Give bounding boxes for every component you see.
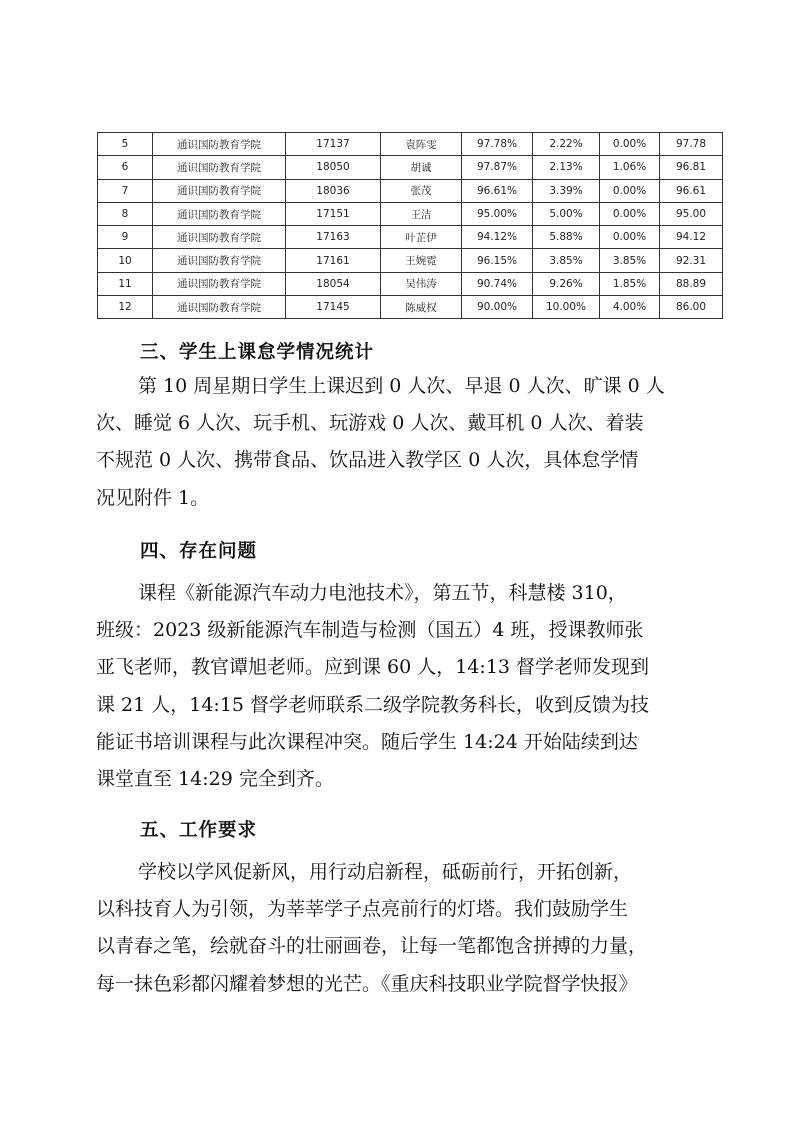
paragraph-line: 不规范 0 人次、携带食品、饮品进入教学区 0 人次，具体怠学情 [96,449,639,472]
table-cell: 8 [98,202,153,225]
section5-paragraph [96,854,702,1003]
table-cell: 17163 [286,226,381,249]
paragraph-line: 以青春之笔，绘就奋斗的壮丽画卷，让每一笔都饱含拼搏的力量， [96,935,648,958]
table-cell: 17137 [286,133,381,156]
paragraph-line: 课 21 人，14:15 督学老师联系二级学院教务科长，收到反馈为技 [96,693,650,716]
table-cell: 通识国防教育学院 [153,226,286,249]
table-cell: 90.00% [462,296,533,319]
table-cell: 通识国防教育学院 [153,296,286,319]
paragraph-line: 次、睡觉 6 人次、玩手机、玩游戏 0 人次、戴耳机 0 人次、着装 [96,412,644,435]
paragraph-line: 学校以学风促新风，用行动启新程，砥砺前行，开拓创新， [138,861,633,883]
table-row [98,133,723,156]
paragraph-line: 第 10 周星期日学生上课迟到 0 人次、早退 0 人次、旷课 0 人 [138,375,665,397]
section3-paragraph [96,368,702,517]
table-cell: 10.00% [533,296,600,319]
table-cell: 1.06% [600,156,660,179]
table-cell: 叶芷伊 [381,226,462,249]
table-cell: 96.61% [462,179,533,202]
table-cell: 王婉霓 [381,249,462,272]
paragraph-line: 能证书培训课程与此次课程冲突。随后学生 14:24 开始陆续到达 [96,730,638,753]
table-cell: 11 [98,272,153,295]
table-cell: 17145 [286,296,381,319]
section5-heading: 五、工作要求 [140,820,258,841]
table-cell: 86.00 [660,296,723,319]
table-row [98,179,723,202]
table-cell: 97.78 [660,133,723,156]
table-cell: 9 [98,226,153,249]
section4-paragraph [96,575,702,798]
table-cell: 吴伟涛 [381,272,462,295]
table-cell: 90.74% [462,272,533,295]
table-row [98,226,723,249]
paragraph-line: 以科技育人为引领，为莘莘学子点亮前行的灯塔。我们鼓励学生 [96,898,629,921]
table-cell: 17151 [286,202,381,225]
table-cell: 12 [98,296,153,319]
table-cell: 通识国防教育学院 [153,202,286,225]
table-cell: 0.00% [600,133,660,156]
table-cell: 胡诚 [381,156,462,179]
table-cell: 2.22% [533,133,600,156]
table-row [98,272,723,295]
table-cell: 3.39% [533,179,600,202]
table-cell: 18050 [286,156,381,179]
table-cell: 王洁 [381,202,462,225]
table-cell: 0.00% [600,202,660,225]
table-cell: 95.00 [660,202,723,225]
table-cell: 通识国防教育学院 [153,179,286,202]
table-cell: 6 [98,156,153,179]
table-cell: 7 [98,179,153,202]
table-cell: 17161 [286,249,381,272]
paragraph-line: 班级：2023 级新能源汽车制造与检测（国五）4 班，授课教师张 [96,619,644,642]
student-stats-table [97,132,723,319]
table-row [98,249,723,272]
table-row [98,202,723,225]
table-cell: 4.00% [600,296,660,319]
table-cell: 18054 [286,272,381,295]
table-cell: 92.31 [660,249,723,272]
table-cell: 97.78% [462,133,533,156]
table-cell: 0.00% [600,179,660,202]
table-cell: 95.00% [462,202,533,225]
table-cell: 通识国防教育学院 [153,249,286,272]
table-row [98,156,723,179]
paragraph-line: 课程《新能源汽车动力电池技术》，第五节，科慧楼 310， [138,582,627,604]
table-cell: 5.88% [533,226,600,249]
table-row [98,296,723,319]
table-cell: 1.85% [600,272,660,295]
table-cell: 94.12 [660,226,723,249]
paragraph-line: 课堂直至 14:29 完全到齐。 [96,768,334,791]
table-cell: 0.00% [600,226,660,249]
table-cell: 张茂 [381,179,462,202]
paragraph-line: 亚飞老师，教官谭旭老师。应到课 60 人，14:13 督学老师发现到 [96,656,650,679]
table-cell: 9.26% [533,272,600,295]
table-cell: 96.61 [660,179,723,202]
table-cell: 97.87% [462,156,533,179]
table-cell: 通识国防教育学院 [153,133,286,156]
table-cell: 5.00% [533,202,600,225]
table-cell: 94.12% [462,226,533,249]
section4-heading: 四、存在问题 [140,541,258,562]
table-cell: 袁阵雯 [381,133,462,156]
table-cell: 3.85% [600,249,660,272]
table-cell: 18036 [286,179,381,202]
table-cell: 88.89 [660,272,723,295]
table-cell: 通识国防教育学院 [153,156,286,179]
table-cell: 陈威权 [381,296,462,319]
table-body [98,133,723,319]
table-cell: 通识国防教育学院 [153,272,286,295]
table-cell: 96.15% [462,249,533,272]
table-cell: 5 [98,133,153,156]
table-cell: 3.85% [533,249,600,272]
table-cell: 10 [98,249,153,272]
table-cell: 2.13% [533,156,600,179]
table-cell: 96.81 [660,156,723,179]
paragraph-line: 每一抹色彩都闪耀着梦想的光芒。《重庆科技职业学院督学快报》 [96,972,638,995]
section3-heading: 三、学生上课怠学情况统计 [140,342,375,363]
paragraph-line: 况见附件 1。 [96,486,210,509]
